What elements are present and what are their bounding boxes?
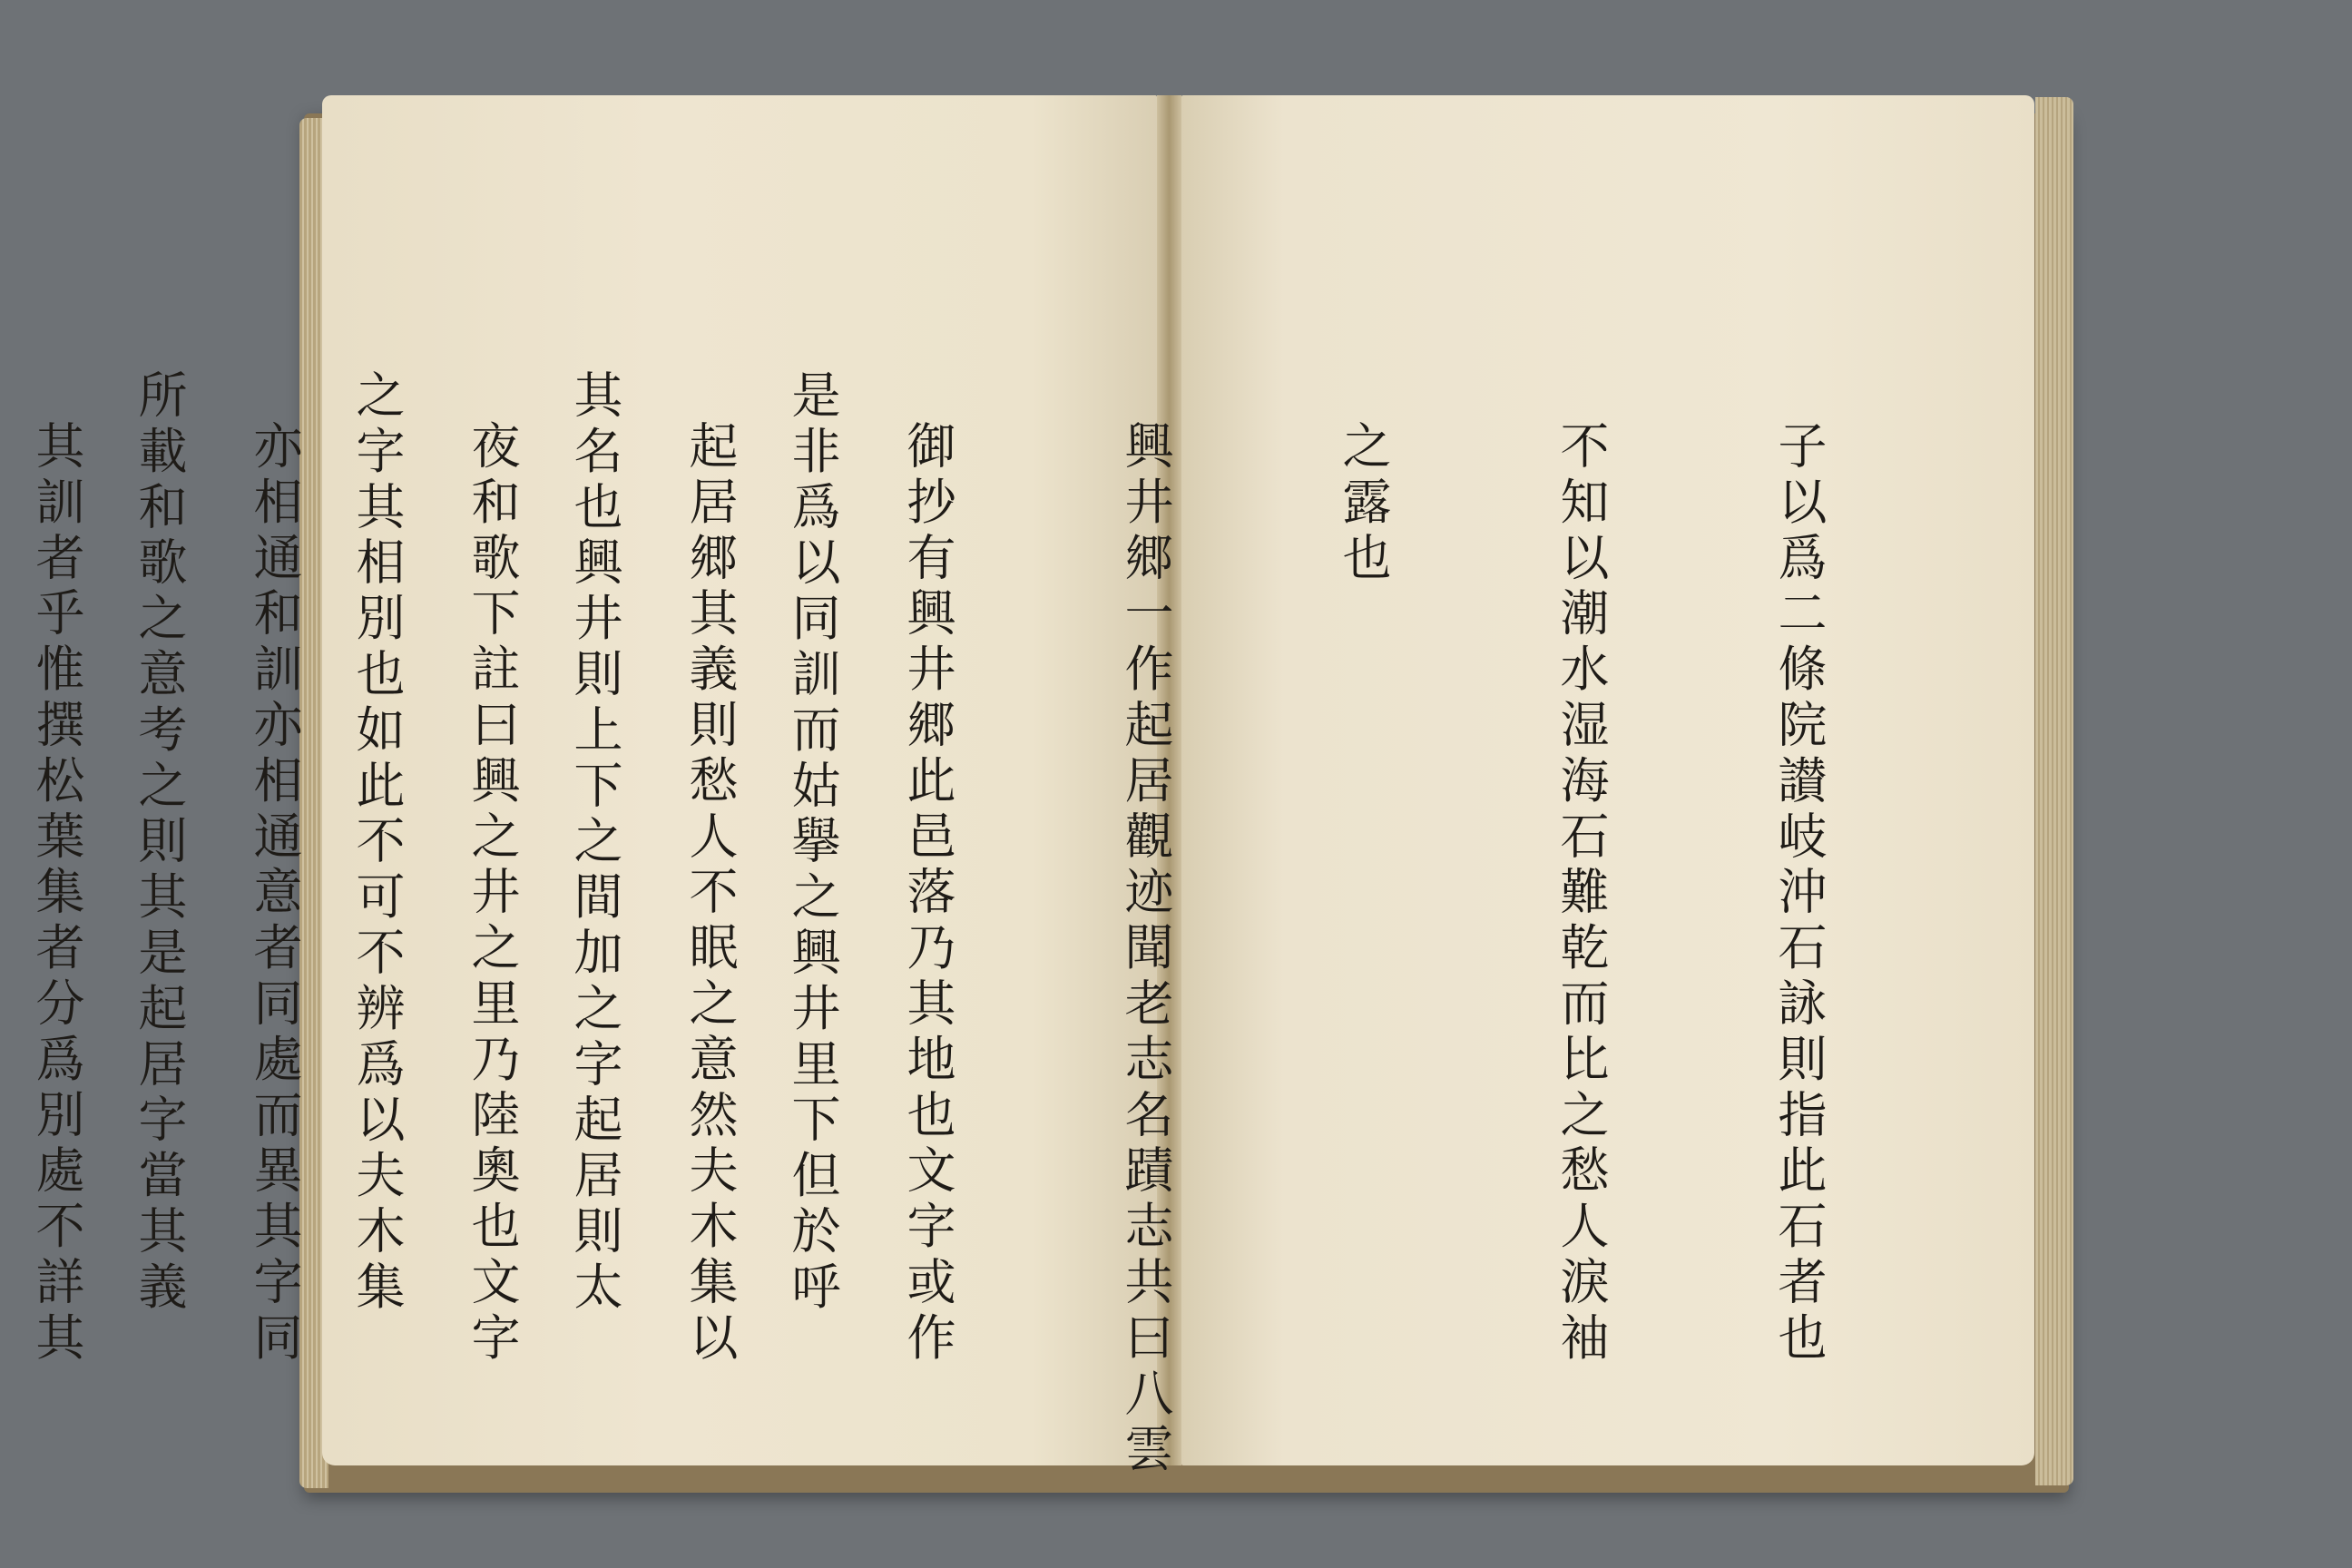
- text-column: 所載和歌之意考之則其是起居字當其義: [131, 369, 188, 1317]
- right-page-stack: [2035, 97, 2073, 1485]
- text-column: 興井郷一作起居觀迹聞老志名蹟志共曰八雲: [1117, 420, 1174, 1479]
- right-page-text: [0, 420, 1980, 1479]
- text-column: 不知以潮水湿海石難乾而比之愁人淚袖: [1553, 420, 1610, 1367]
- text-column: 之露也: [1335, 420, 1392, 588]
- text-column: 之字其相別也如此不可不辨爲以夫木集: [348, 369, 406, 1317]
- text-column: 其訓者乎惟撰松葉集者分爲別處不詳其: [28, 420, 85, 1367]
- text-column: 亦相通和訓亦相通意者同處而異其字同: [246, 420, 303, 1367]
- text-column: 起居郷其義則愁人不眠之意然夫木集以: [681, 420, 739, 1367]
- text-column: 夜和歌下註曰興之井之里乃陸奧也文字: [464, 420, 521, 1367]
- text-column: 子以爲二條院讃岐沖石詠則指此石者也: [1770, 420, 1828, 1367]
- text-column: 其名也興井則上下之間加之字起居則太: [566, 369, 623, 1317]
- text-column: 御抄有興井郷此邑落乃其地也文字或作: [899, 420, 956, 1367]
- open-book: [28, 86, 2073, 1497]
- text-column: 是非爲以同訓而姑擧之興井里下但於呼: [784, 369, 841, 1317]
